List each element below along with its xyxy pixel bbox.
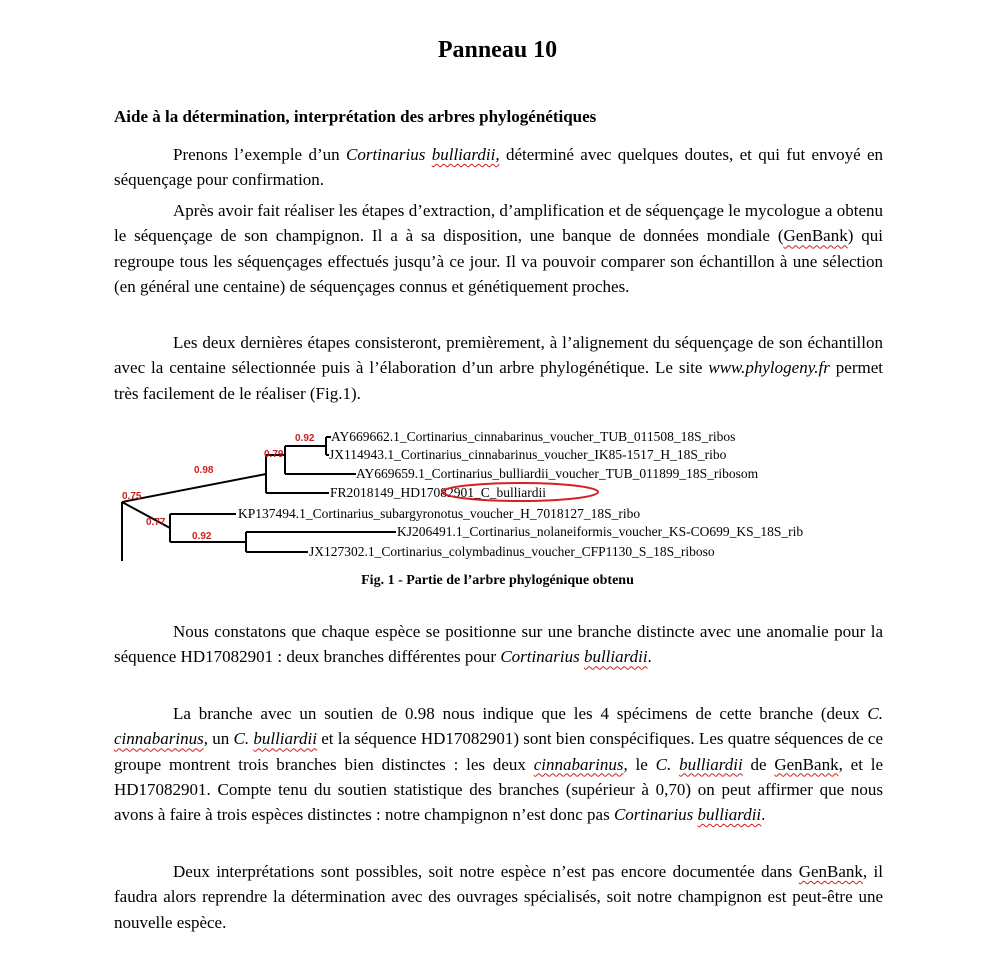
p5-genbank: GenBank [774,754,839,774]
p5-species-genus: Cortinarius [613,805,694,825]
p6-genbank: GenBank [798,862,863,881]
p1-text-b: déterminé avec quelques doutes, et qui fut envoyé en séquençage pour confirmation. [114,145,884,190]
paragraph-4 [114,619,883,670]
paragraph-6 [114,859,883,935]
page-title: Panneau 10 [437,37,558,63]
p5-species-bulliardii: bulliardii [679,754,743,774]
tree-branch-root-to-098 [122,474,266,502]
tree-leaf-label: KP137494.1_Cortinarius_subargyronotus_voucher_H_7018127_18S_ribo [238,506,641,521]
p3-text-a: Les deux dernières étapes consisteront, premièrement, à l’alignement du séquençage de son échantillon avec la centaine sélectionnée puis à l’élaboration d’un arbre phylogénétique. Le site [114,333,883,378]
p6-text-b: , il faudra alors reprendre la détermination avec des ouvrages spécialisés, soit notre champignon est peut-être une nouvelle espèce. [114,862,883,932]
p5-genus-abbrev: C. [233,729,250,749]
p1-text-a: Prenons l’exemple d’un [173,145,346,164]
support-value-092b: 0.92 [192,531,212,542]
p2-text-a: Après avoir fait réaliser les étapes d’extraction, d’amplification et de séquençage le mycologue a obtenu le séquençage de son champignon. Il a à sa disposition, une banque de données mondiale ( [114,201,883,246]
p1-species-genus: Cortinarius [346,145,426,164]
support-value-077: 0.77 [146,517,166,528]
p5-text-g: . [761,805,766,825]
tree-leaf-label: JX127302.1_Cortinarius_colymbadinus_voucher_CFP1130_S_18S_riboso [309,544,715,559]
p5-species-cinnabarinus: cinnabarinus [533,754,624,774]
p3-text-b: permet très facilement de le réaliser (Fig.1). [114,358,883,403]
support-value-092a: 0.92 [295,433,315,444]
p4-text-a: Nous constatons que chaque espèce se positionne sur une branche distincte avec une anomalie pour la séquence HD17082901 : deux branches différentes pour [114,622,883,667]
p6-text-a: Deux interprétations sont possibles, soit notre espèce n’est pas encore documentée dans [173,862,799,881]
p2-genbank: GenBank [783,226,848,246]
p2-text-b: ) qui regroupe tous les séquençages effectués jusqu’à ce jour. Il va pouvoir comparer son échantillon à une sélection (en général une centaine) de séquençages connus et génétiquement proches. [114,226,883,296]
p1-species-epithet: bulliardii, [431,145,500,164]
p5-text-c: et la séquence HD17082901) sont bien conspécifiques. Les quatre séquences de ce groupe montrent trois branches bien distinctes : les deux [114,729,884,774]
tree-leaf-label: FR2018149_HD17082901_C_bulliardii [330,485,547,500]
section-title: Aide à la détermination, interprétation des arbres phylogénétiques [114,107,597,126]
tree-leaf-label: AY669662.1_Cortinarius_cinnabarinus_voucher_TUB_011508_18S_ribos [331,429,736,444]
p5-text-f: , et le HD17082901. Compte tenu du soutien statistique des branches (supérieur à 0,70) on peut affirmer que nous avons à faire à trois espèces distinctes : notre champignon n’est donc pas [114,754,884,825]
p4-species-genus: Cortinarius [500,647,580,667]
p5-text-b: , un [203,729,234,749]
p4-species-epithet: bulliardii [583,647,648,667]
tree-leaf-label: AY669659.1_Cortinarius_bulliardii_voucher_TUB_011899_18S_ribosom [356,466,759,481]
p5-species-bulliardii: bulliardii [253,729,317,749]
support-value-075: 0.75 [122,491,142,502]
p5-text-e: de [742,754,775,774]
support-value-098: 0.98 [194,465,214,476]
p5-text-a: La branche avec un soutien de 0.98 nous indique que les 4 spécimens de cette branche (deux [173,704,868,723]
p3-site-link: www.phylogeny.fr [708,358,830,378]
p5-species-cinnabarinus: cinnabarinus [114,729,204,749]
paragraph-1 [114,142,883,193]
p5-text-d: , le [623,754,656,774]
paragraph-3 [114,330,883,406]
tree-leaf-label: KJ206491.1_Cortinarius_nolaneiformis_voucher_KS-CO699_KS_18S_rib [397,524,804,539]
figure-caption: Fig. 1 - Partie de l’arbre phylogénique obtenu [361,573,634,588]
p5-genus-abbrev: C. [867,704,883,723]
p5-species-epithet: bulliardii [697,805,762,825]
support-value-079: 0.79 [264,449,284,460]
paragraph-5 [114,701,883,827]
p5-genus-abbrev: C. [655,754,672,774]
tree-leaf-label: JX114943.1_Cortinarius_cinnabarinus_voucher_IK85-1517_H_18S_ribo [329,447,727,462]
p4-text-b: . [647,647,652,667]
paragraph-2 [114,198,883,299]
phylogenetic-tree [0,418,995,568]
